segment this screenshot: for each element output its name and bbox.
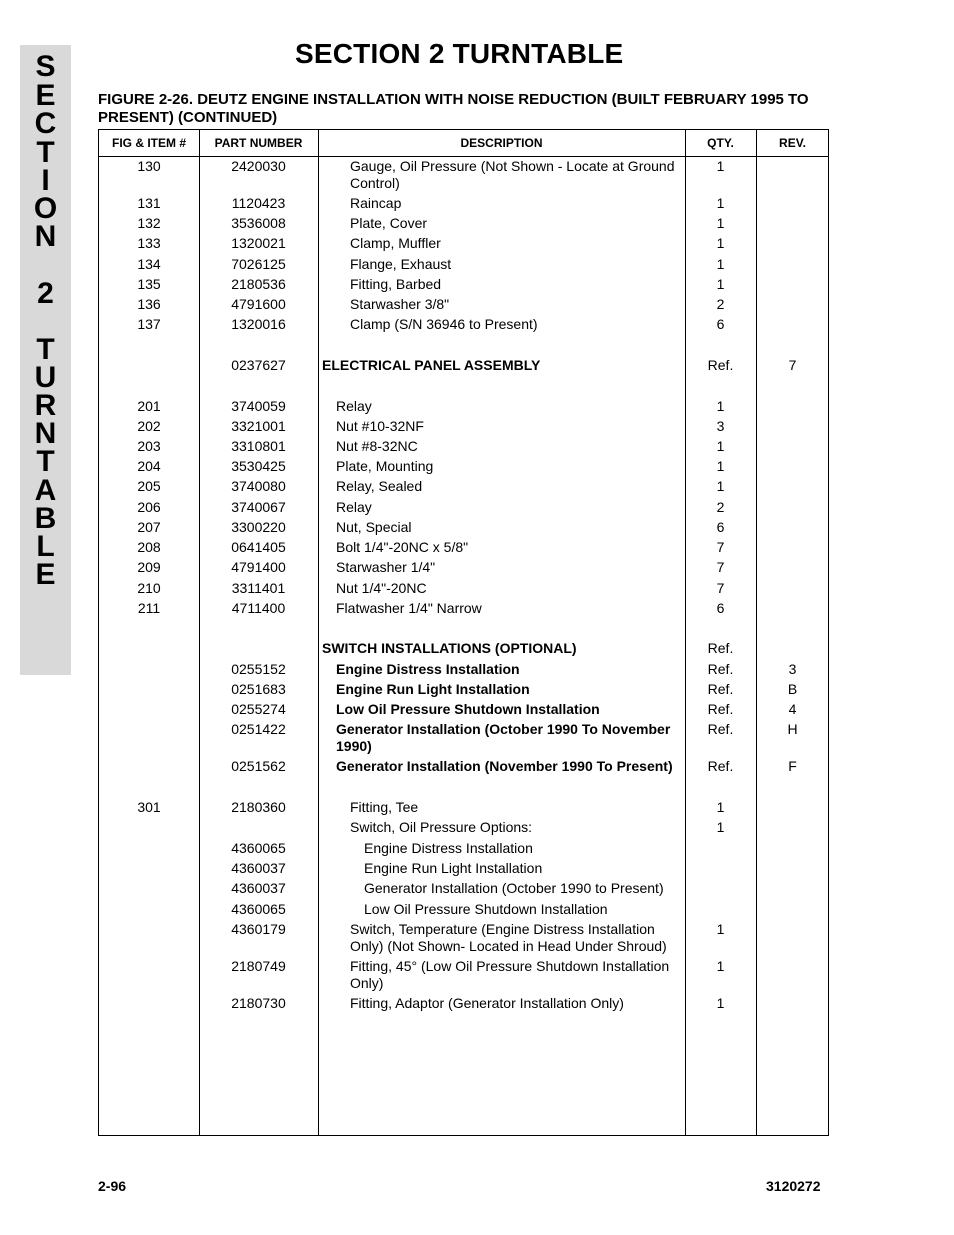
cell-part-number: 2180749 xyxy=(231,958,286,974)
side-tab-letter: U xyxy=(34,361,57,394)
cell-rev: B xyxy=(787,681,798,697)
cell-qty: 1 xyxy=(716,195,725,211)
side-tab-letter: O xyxy=(33,192,58,225)
cell-qty: 1 xyxy=(716,958,725,974)
cell-description: Engine Run Light Installation xyxy=(336,681,530,697)
cell-part-number: 2180536 xyxy=(231,276,286,292)
cell-part-number: 3740059 xyxy=(231,398,286,414)
cell-qty: 6 xyxy=(716,519,725,535)
cell-description: Switch, Temperature (Engine Distress Installation Only) (Not Shown- Located in Head Under Shroud) xyxy=(350,921,667,954)
cell-description: Clamp (S/N 36946 to Present) xyxy=(350,316,538,332)
cell-part-number: 0251422 xyxy=(231,721,286,737)
cell-part-number: 4360065 xyxy=(231,901,286,917)
side-tab-letter: 2 xyxy=(37,277,54,310)
cell-item-number: 135 xyxy=(137,276,161,292)
cell-part-number: 2420030 xyxy=(231,158,286,174)
cell-part-number: 3311401 xyxy=(231,580,286,596)
side-tab-letter: A xyxy=(34,474,57,507)
side-tab-letter: R xyxy=(34,389,57,422)
cell-qty: Ref. xyxy=(707,681,734,697)
section-side-tab xyxy=(20,45,71,675)
cell-part-number: 4360037 xyxy=(231,880,286,896)
cell-description: Engine Run Light Installation xyxy=(364,860,543,876)
cell-rev: H xyxy=(787,721,798,737)
cell-rev: 7 xyxy=(788,357,797,373)
parts-table xyxy=(98,129,829,1136)
cell-item-number: 209 xyxy=(137,559,161,575)
header-rev: REV. xyxy=(779,136,806,150)
cell-qty: 1 xyxy=(716,398,725,414)
side-tab-letter: T xyxy=(36,333,55,366)
cell-qty: Ref. xyxy=(707,357,734,373)
cell-description: Fitting, Barbed xyxy=(350,276,442,292)
cell-item-number: 206 xyxy=(137,499,161,515)
cell-qty: 1 xyxy=(716,458,725,474)
side-tab-letter: I xyxy=(41,164,50,197)
cell-description: Relay, Sealed xyxy=(336,478,423,494)
cell-description: Nut, Special xyxy=(336,519,412,535)
cell-part-number: 3536008 xyxy=(231,215,286,231)
cell-part-number: 4360037 xyxy=(231,860,286,876)
cell-item-number: 203 xyxy=(137,438,161,454)
cell-description: Nut 1/4"-20NC xyxy=(336,580,427,596)
cell-description: Generator Installation (November 1990 To Present) xyxy=(336,758,673,774)
section-title: SECTION 2 TURNTABLE xyxy=(295,38,624,69)
cell-part-number: 0255152 xyxy=(231,661,286,677)
cell-qty: Ref. xyxy=(707,701,734,717)
cell-part-number: 0237627 xyxy=(231,357,286,373)
header-part-number: PART NUMBER xyxy=(214,136,303,150)
cell-qty: 1 xyxy=(716,819,725,835)
header-description: DESCRIPTION xyxy=(460,136,543,150)
cell-qty: 6 xyxy=(716,316,725,332)
cell-qty: 1 xyxy=(716,276,725,292)
cell-qty: 1 xyxy=(716,438,725,454)
cell-part-number: 2180360 xyxy=(231,799,286,815)
side-tab-letter: E xyxy=(35,79,56,112)
side-tab-letter: T xyxy=(36,136,55,169)
cell-qty: 1 xyxy=(716,235,725,251)
cell-qty: Ref. xyxy=(707,640,734,656)
cell-description: Switch, Oil Pressure Options: xyxy=(350,819,533,835)
cell-part-number: 7026125 xyxy=(231,256,286,272)
cell-part-number: 3740080 xyxy=(231,478,286,494)
side-tab-letter: N xyxy=(34,220,57,253)
cell-part-number: 0255274 xyxy=(231,701,286,717)
cell-qty: 1 xyxy=(716,215,725,231)
cell-part-number: 1320016 xyxy=(231,316,286,332)
cell-rev: 4 xyxy=(788,701,797,717)
cell-description: Bolt 1/4"-20NC x 5/8" xyxy=(336,539,469,555)
side-tab-letter: E xyxy=(35,558,56,591)
cell-part-number: 4791600 xyxy=(231,296,286,312)
cell-item-number: 137 xyxy=(137,316,161,332)
cell-part-number: 3740067 xyxy=(231,499,286,515)
cell-qty: 7 xyxy=(716,539,725,555)
cell-qty: 1 xyxy=(716,158,725,174)
cell-rev: F xyxy=(788,758,797,774)
cell-qty: Ref. xyxy=(707,758,734,774)
cell-item-number: 131 xyxy=(137,195,161,211)
cell-part-number: 3310801 xyxy=(231,438,286,454)
side-tab-letter: T xyxy=(36,445,55,478)
cell-item-number: 133 xyxy=(137,235,161,251)
cell-qty: 2 xyxy=(716,499,725,515)
cell-part-number: 4711400 xyxy=(231,600,286,616)
side-tab-letter: L xyxy=(36,530,55,563)
cell-rev: 3 xyxy=(788,661,797,677)
cell-part-number: 4360065 xyxy=(231,840,286,856)
cell-description: Flange, Exhaust xyxy=(350,256,452,272)
cell-item-number: 132 xyxy=(137,215,161,231)
cell-description: Plate, Cover xyxy=(350,215,428,231)
cell-qty: 1 xyxy=(716,478,725,494)
cell-description: Clamp, Muffler xyxy=(350,235,441,251)
cell-qty: 3 xyxy=(716,418,725,434)
cell-part-number: 2180730 xyxy=(231,995,286,1011)
cell-description: Relay xyxy=(336,499,372,515)
cell-part-number: 3530425 xyxy=(231,458,286,474)
cell-item-number: 208 xyxy=(137,539,161,555)
side-tab-letter: N xyxy=(34,417,57,450)
cell-item-number: 201 xyxy=(137,398,161,414)
cell-qty: 6 xyxy=(716,600,725,616)
document-number: 3120272 xyxy=(766,1178,821,1194)
cell-description: ELECTRICAL PANEL ASSEMBLY xyxy=(322,357,541,373)
figure-title: FIGURE 2-26. DEUTZ ENGINE INSTALLATION WITH NOISE REDUCTION (BUILT FEBRUARY 1995 TO PRESENT) (CONTINUED) xyxy=(98,91,809,126)
cell-description: Flatwasher 1/4" Narrow xyxy=(336,600,482,616)
cell-description: Low Oil Pressure Shutdown Installation xyxy=(336,701,600,717)
cell-qty: 7 xyxy=(716,580,725,596)
cell-part-number: 1120423 xyxy=(231,195,286,211)
side-tab-letter: B xyxy=(34,502,57,535)
cell-part-number: 3321001 xyxy=(231,418,286,434)
cell-part-number: 0251562 xyxy=(231,758,286,774)
cell-item-number: 205 xyxy=(137,478,161,494)
cell-item-number: 130 xyxy=(137,158,161,174)
cell-description: Relay xyxy=(336,398,372,414)
cell-description: Engine Distress Installation xyxy=(336,661,520,677)
side-tab-letter: S xyxy=(35,50,56,83)
cell-part-number: 4360179 xyxy=(231,921,286,937)
cell-part-number: 4791400 xyxy=(231,559,286,575)
cell-description: Generator Installation (October 1990 To November 1990) xyxy=(336,721,671,754)
cell-item-number: 207 xyxy=(137,519,161,535)
page-number: 2-96 xyxy=(98,1178,127,1194)
header-qty: QTY. xyxy=(707,136,734,150)
cell-description: SWITCH INSTALLATIONS (OPTIONAL) xyxy=(322,640,577,656)
cell-qty: Ref. xyxy=(707,721,734,737)
cell-description: Generator Installation (October 1990 to Present) xyxy=(364,880,664,896)
cell-qty: 1 xyxy=(716,921,725,937)
cell-item-number: 202 xyxy=(137,418,161,434)
cell-description: Raincap xyxy=(350,195,402,211)
cell-item-number: 301 xyxy=(137,799,161,815)
cell-description: Nut #10-32NF xyxy=(336,418,424,434)
cell-description: Engine Distress Installation xyxy=(364,840,533,856)
cell-part-number: 0641405 xyxy=(231,539,286,555)
cell-description: Starwasher 3/8" xyxy=(350,296,450,312)
cell-part-number: 3300220 xyxy=(231,519,286,535)
cell-description: Starwasher 1/4" xyxy=(336,559,436,575)
cell-part-number: 0251683 xyxy=(231,681,286,697)
cell-description: Gauge, Oil Pressure (Not Shown - Locate at Ground Control) xyxy=(350,158,675,191)
cell-item-number: 136 xyxy=(137,296,161,312)
cell-qty: 7 xyxy=(716,559,725,575)
cell-description: Plate, Mounting xyxy=(336,458,434,474)
cell-qty: Ref. xyxy=(707,661,734,677)
cell-qty: 1 xyxy=(716,799,725,815)
side-tab-letter: C xyxy=(34,107,57,140)
cell-qty: 2 xyxy=(716,296,725,312)
header-fig-item: FIG & ITEM # xyxy=(111,136,186,150)
cell-item-number: 211 xyxy=(137,600,161,616)
cell-item-number: 134 xyxy=(137,256,161,272)
cell-part-number: 1320021 xyxy=(231,235,286,251)
cell-description: Fitting, Adaptor (Generator Installation Only) xyxy=(350,995,624,1011)
cell-qty: 1 xyxy=(716,995,725,1011)
cell-item-number: 210 xyxy=(137,580,161,596)
cell-qty: 1 xyxy=(716,256,725,272)
cell-description: Nut #8-32NC xyxy=(336,438,418,454)
cell-description: Fitting, 45° (Low Oil Pressure Shutdown Installation Only) xyxy=(350,958,670,991)
cell-description: Fitting, Tee xyxy=(350,799,419,815)
cell-item-number: 204 xyxy=(137,458,161,474)
cell-description: Low Oil Pressure Shutdown Installation xyxy=(364,901,608,917)
